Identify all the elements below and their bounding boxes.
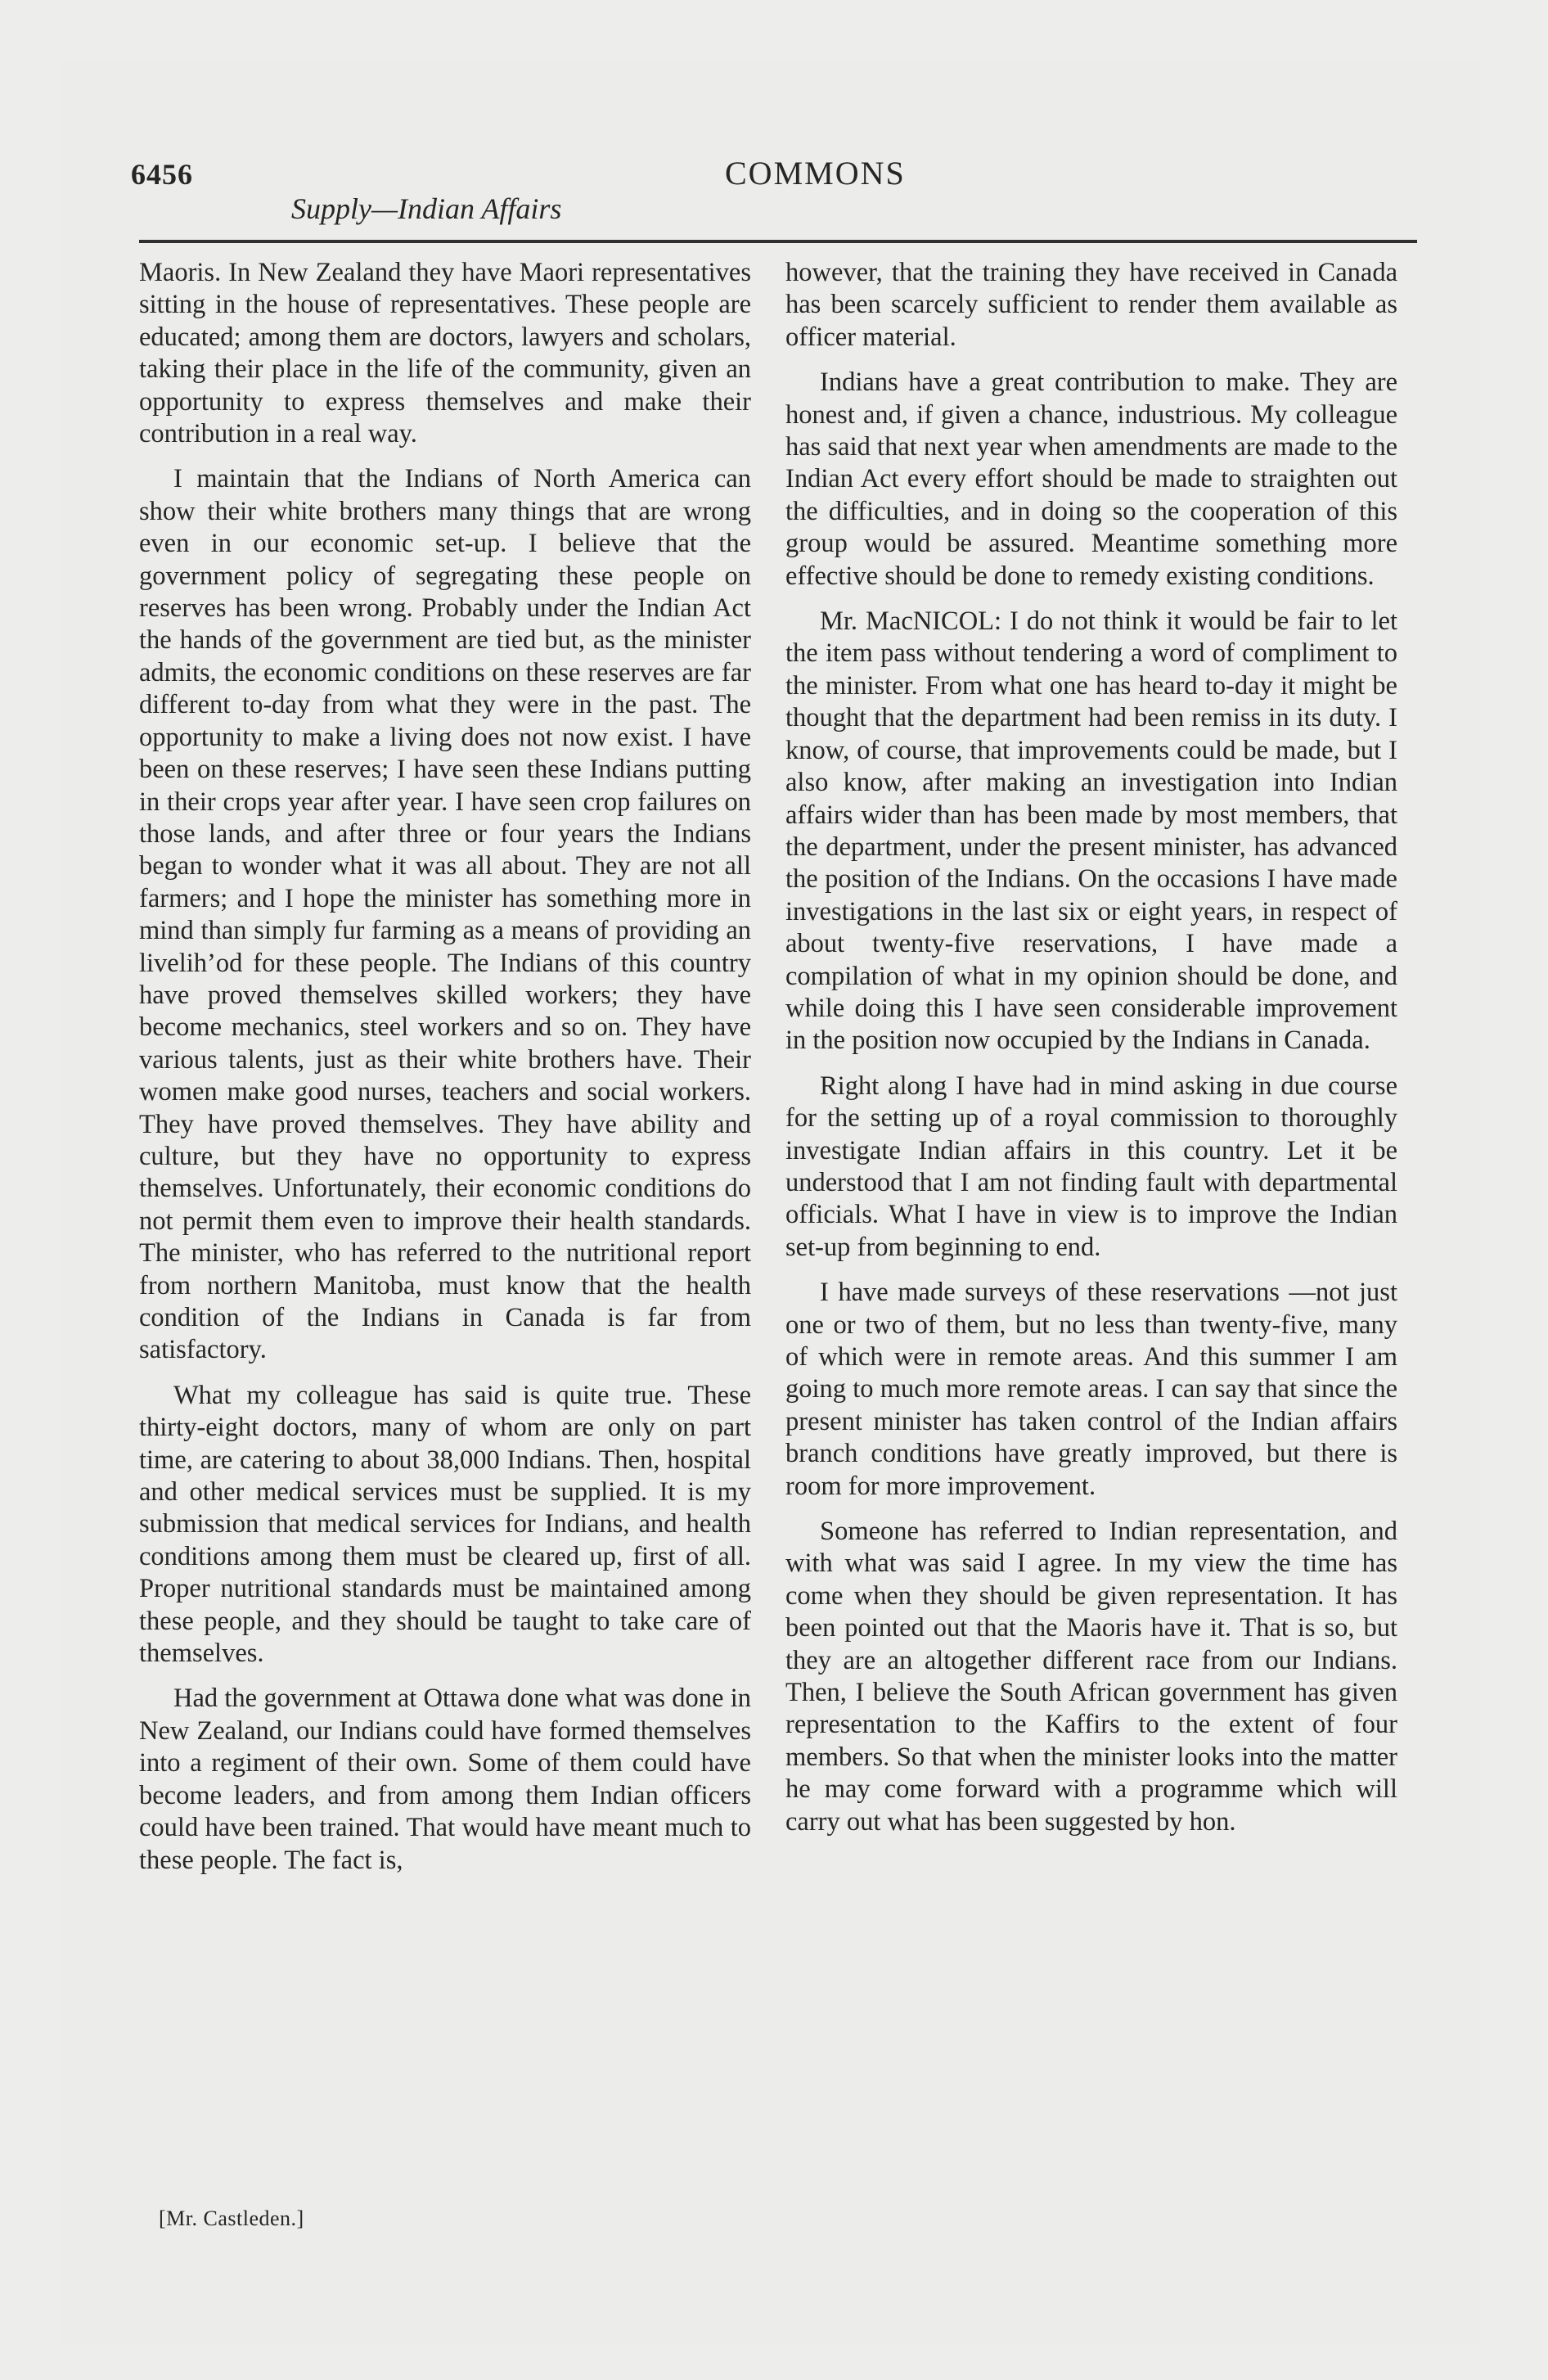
- subject-heading: Supply—Indian Affairs: [291, 192, 562, 225]
- paragraph: Indians have a great contribution to make. They are honest and, if given a chance, industrious. My colleague has said that next year when amendments are made to the Indian Act every effort should be made to straighten out the difficulties, and in doing so the cooperation of this group would be assured. Meantime something more effective should be done to remedy existing conditions.: [785, 367, 1397, 591]
- paragraph: I maintain that the Indians of North America can show their white brothers many things that are wrong even in our economic set-up. I believe that the government policy of segregating these people on reserves has been wrong. Probably under the Indian Act the hands of the government are tied but, as the minister admits, the economic conditions on these reserves are far different to-day from what they were in the past. The opportunity to make a living does not now exist. I have been on these reserves; I have seen these Indians putting in their crops year after year. I have seen crop failures on those lands, and after three or four years the Indians began to wonder what it was all about. They are not all farmers; and I hope the minister has something more in mind than simply fur farming as a means of providing an livelih’od for these people. The Indians of this country have proved themselves skilled workers; they have become mechanics, steel workers and so on. They have various talents, just as their white brothers have. Their women make good nurses, teachers and social workers. They have proved themselves. They have ability and culture, but they have no opportunity to express themselves. Unfortunately, their economic conditions do not permit them even to improve their health standards. The minister, who has referred to the nutritional report from northern Manitoba, must know that the health condition of the Indians in Canada is far from satisfactory.: [139, 464, 751, 1365]
- paragraph: Right along I have had in mind asking in due course for the setting up of a royal commission to thoroughly investigate Indian affairs in this country. Let it be understood that I am not finding fault with departmental officials. What I have in view is to improve the Indian set-up from beginning to end.: [785, 1071, 1397, 1262]
- left-column: [139, 257, 751, 1890]
- right-column: [785, 257, 1397, 1851]
- paragraph: I have made surveys of these reservations —not just one or two of them, but no less than twenty-five, many of which were in remote areas. And this summer I am going to much more remote areas. I can say that since the present minister has taken control of the Indian affairs branch conditions have greatly improved, but there is room for more improvement.: [785, 1278, 1397, 1501]
- page-number: 6456: [131, 158, 193, 191]
- paragraph: Maoris. In New Zealand they have Maori representatives sitting in the house of representatives. These people are educated; among them are doctors, lawyers and scholars, taking their place in the life of the community, given an opportunity to express themselves and make their contribution in a real way.: [139, 258, 751, 449]
- paragraph: Someone has referred to Indian representation, and with what was said I agree. In my view the time has come when they should be given representation. It has been pointed out that the Maoris have it. That is so, but they are an altogether different race from our Indians. Then, I believe the South African government has given representation to the Kaffirs to the extent of four members. So that when the minister looks into the matter he may come forward with a programme which will carry out what has been suggested by hon.: [785, 1517, 1397, 1837]
- section-title: COMMONS: [725, 155, 906, 192]
- page-header: [61, 61, 1479, 232]
- paragraph: however, that the training they have received in Canada has been scarcely sufficient to render them available as officer material.: [785, 258, 1397, 352]
- header-rule: [139, 240, 1417, 243]
- paragraph: Mr. MacNICOL: I do not think it would be fair to let the item pass without tendering a word of compliment to the minister. From what one has heard to-day it might be thought that the department had been remiss in its duty. I know, of course, that improvements could be made, but I also know, after making an investigation into Indian affairs wider than has been made by most members, that the department, under the present minister, has advanced the position of the Indians. On the occasions I have made investigations in the last six or eight years, in respect of about twenty-five reservations, I have made a compilation of what in my opinion should be done, and while doing this I have seen considerable improvement in the position now occupied by the Indians in Canada.: [785, 606, 1397, 1056]
- paragraph: Had the government at Ottawa done what was done in New Zealand, our Indians could have formed themselves into a regiment of their own. Some of them could have become leaders, and from among them Indian officers could have been trained. That would have meant much to these people. The fact is,: [139, 1684, 751, 1875]
- speaker-note: [Mr. Castleden.]: [159, 2206, 304, 2230]
- page: [61, 61, 1479, 2344]
- paragraph: What my colleague has said is quite true. These thirty-eight doctors, many of whom are only on part time, are catering to about 38,000 Indians. Then, hospital and other medical services must be supplied. It is my submission that medical services for Indians, and health conditions among them must be cleared up, first of all. Proper nutritional standards must be maintained among these people, and they should be taught to take care of themselves.: [139, 1380, 751, 1669]
